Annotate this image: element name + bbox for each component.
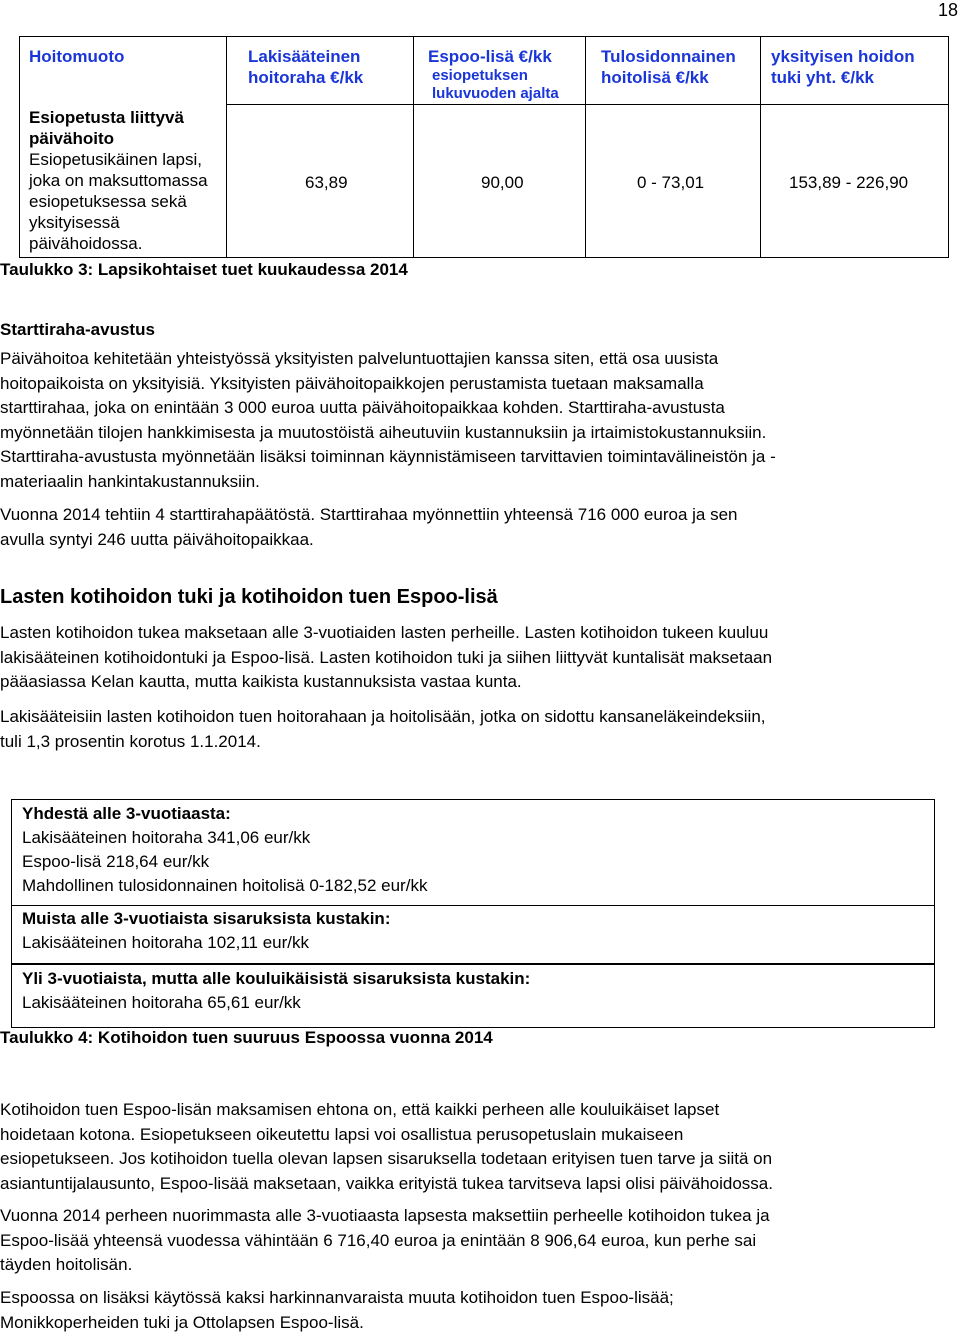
box-title: Yhdestä alle 3-vuotiaasta: [22, 804, 231, 823]
text-line: täyden hoitolisän. [0, 1255, 133, 1274]
box-line: Lakisääteinen hoitoraha 102,11 eur/kk [22, 933, 309, 952]
text-line: myönnetään tilojen hankkimisesta ja muutostöistä aiheutuviin kustannuksiin ja irtaimistokustannuksiin. [0, 422, 767, 442]
paragraph-kotihoito-2 [0, 705, 950, 754]
header-espoo-lisa-sub: esiopetuksen lukuvuoden ajalta [432, 67, 559, 102]
paragraph-starttiraha-1 [0, 347, 950, 494]
text-line: Lasten kotihoidon tukea maksetaan alle 3-vuotiaiden lasten perheille. Lasten kotihoidon tukeen kuuluu [0, 623, 769, 642]
header-yhteensa: yksityisen hoidon tuki yht. €/kk [771, 47, 915, 87]
section-heading-starttiraha: Starttiraha-avustus [0, 320, 155, 339]
paragraph-espoolisa-1 [0, 1098, 950, 1196]
text-line: starttirahaa, joka on enintään 3 000 euroa uutta päivähoitopaikkaa kohden. Starttiraha-avustusta [0, 398, 725, 417]
box-title: Muista alle 3-vuotiaista sisaruksista kustakin: [22, 909, 391, 928]
text-line: Vuonna 2014 tehtiin 4 starttirahapäätöstä. Starttirahaa myönnettiin yhteensä 716 000 euroa ja sen [0, 505, 738, 524]
text-line: Espoossa on lisäksi käytössä kaksi harkinnanvaraista muuta kotihoidon tuen Espoo-lisää; [0, 1288, 674, 1307]
value-tulosidonnainen: 0 - 73,01 [637, 173, 705, 192]
text-line: asiantuntijalausunto, Espoo-lisää maksetaan, vaikka erityistä tukea tarvitsevа lapsi olisi päivähoidossa. [0, 1173, 773, 1193]
text-line: Starttiraha-avustusta myönnetään lisäksi toiminnan käynnistämiseen tarvittavien toimintavälineistön ja - [0, 447, 776, 466]
text-line: avulla syntyi 246 uutta päivähoitopaikkaa. [0, 529, 314, 549]
text-line: tuli 1,3 prosentin korotus 1.1.2014. [0, 731, 261, 751]
paragraph-espoolisa-3 [0, 1286, 950, 1335]
text-line: esiopetukseen. Jos kotihoidon tuella olevan lapsen sisaruksella todetaan erityisen tuen tarve ja siitä on [0, 1149, 773, 1168]
row-description-line: Esiopetusikäinen lapsi, [29, 150, 202, 169]
table-col-line [948, 36, 949, 258]
box-title: Yli 3-vuotiaista, mutta alle kouluikäisistä sisaruksista kustakin: [22, 969, 531, 988]
text-line: Monikkoperheiden tuki ja Ottolapsen Espoo-lisä. [0, 1312, 364, 1332]
header-lakisaateinen: Lakisääteinen hoitoraha €/kk [248, 47, 364, 87]
value-espoo-lisa: 90,00 [481, 173, 524, 192]
box-line: Mahdollinen tulosidonnainen hoitolisä 0-182,52 eur/kk [22, 876, 428, 895]
table-border-bottom [19, 257, 949, 258]
value-yhteensa: 153,89 - 226,90 [789, 173, 909, 192]
text-line: hoidetaan kotona. Esiopetukseen oikeutettu lapsi voi osallistua perusopetuslain mukaiseen [0, 1124, 684, 1144]
header-espoo-lisa: Espoo-lisä €/kk [428, 47, 552, 66]
table-4-box-1 [11, 799, 935, 906]
section-heading-kotihoito: Lasten kotihoidon tuki ja kotihoidon tuen Espoo-lisä [0, 586, 498, 608]
text-line: Lakisääteisiin lasten kotihoidon tuen hoitorahaan ja hoitolisään, jotka on sidottu kansaneläkeindeksiin, [0, 707, 766, 726]
paragraph-starttiraha-2 [0, 503, 950, 552]
text-line: Espoo-lisää yhteensä vuodessa vähintään 6 716,40 euroa ja enintään 8 906,64 euroa, kun perhe sai [0, 1230, 757, 1250]
row-heading: Esiopetusta liittyvä päivähoito [29, 108, 184, 148]
header-hoitomuoto: Hoitomuoto [29, 47, 125, 66]
row-description-line: yksityisessä [29, 213, 120, 232]
text-line: lakisääteinen kotihoidontuki ja Espoo-lisä. Lasten kotihoidon tuki ja siihen liittyvät kuntalisät maksetaan [0, 647, 773, 667]
text-line: materiaalin hankintakustannuksiin. [0, 471, 260, 491]
page-number: 18 [937, 0, 958, 20]
table-4-box-3 [11, 964, 935, 1028]
box-line: Lakisääteinen hoitoraha 65,61 eur/kk [22, 993, 301, 1012]
paragraph-kotihoito-1 [0, 621, 950, 695]
table-col-line [413, 36, 414, 258]
text-line: hoitopaikoista on yksityisiä. Yksityisten päivähoitopaikkojen perustamista tuetaan maksamalla [0, 373, 704, 393]
table-border-top [19, 36, 949, 37]
text-line: Vuonna 2014 perheen nuorimmasta alle 3-vuotiaasta lapsesta maksettiin perheelle kotihoidon tukea ja [0, 1206, 770, 1225]
text-line: pääasiassa Kelan kautta, mutta kaikista kustannuksista vastaa kunta. [0, 672, 522, 691]
table-header-divider [226, 104, 949, 105]
table-3 [19, 36, 949, 258]
row-description-line: joka on maksuttomassa [29, 171, 208, 190]
table-4-caption: Taulukko 4: Kotihoidon tuen suuruus Espoossa vuonna 2014 [0, 1028, 493, 1047]
box-line: Lakisääteinen hoitoraha 341,06 eur/kk [22, 828, 311, 847]
row-description-line: päivähoidossa. [29, 234, 143, 253]
paragraph-espoolisa-2 [0, 1204, 950, 1278]
table-3-caption: Taulukko 3: Lapsikohtaiset tuet kuukaudessa 2014 [0, 260, 408, 279]
row-description-line: esiopetuksessa sekä [29, 192, 187, 211]
text-line: Päivähoitoa kehitetään yhteistyössä yksityisten palveluntuottajien kanssa siten, että osa uusista [0, 349, 719, 368]
table-4-box-2 [11, 905, 935, 964]
value-lakisaateinen: 63,89 [305, 173, 348, 192]
table-col-line [19, 36, 20, 258]
table-col-line [585, 36, 586, 258]
box-line: Espoo-lisä 218,64 eur/kk [22, 852, 210, 871]
header-tulosidonnainen: Tulosidonnainen hoitolisä €/kk [601, 47, 736, 87]
text-line: Kotihoidon tuen Espoo-lisän maksamisen ehtona on, että kaikki perheen alle kouluikäiset lapset [0, 1100, 720, 1119]
